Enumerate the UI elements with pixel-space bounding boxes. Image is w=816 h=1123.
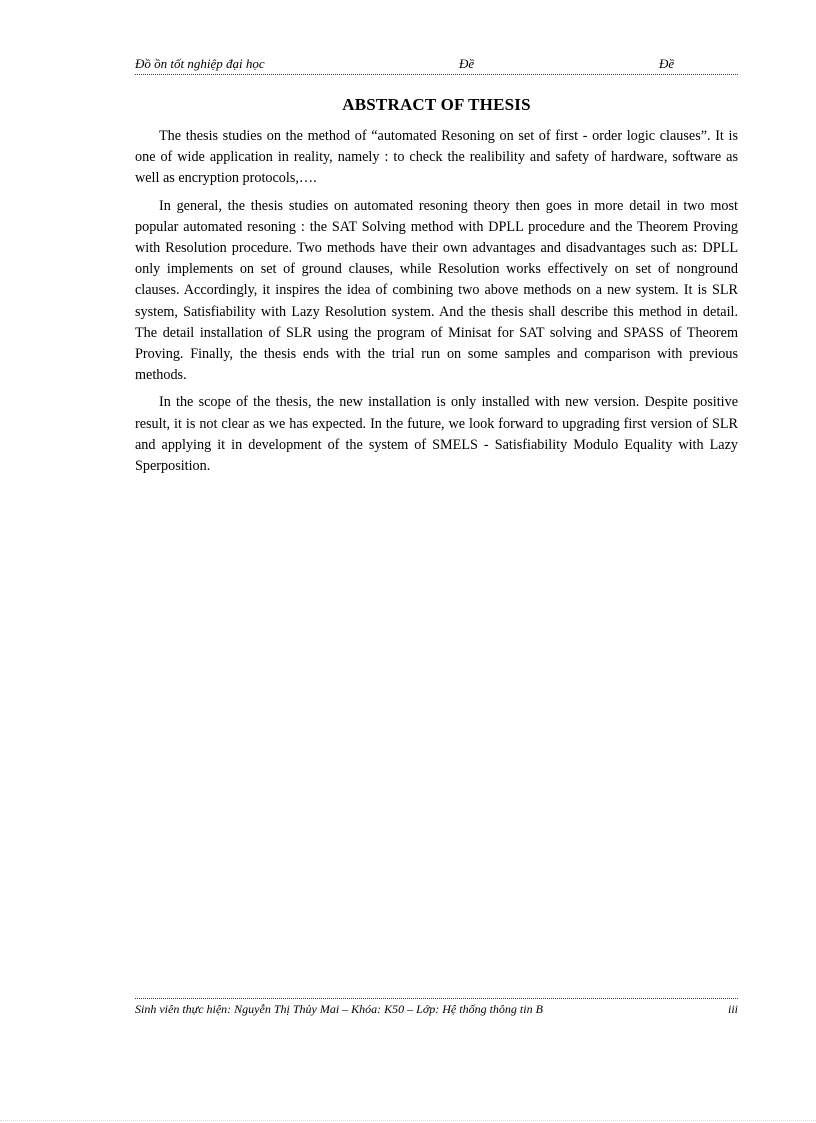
page-number: iii	[727, 1002, 738, 1016]
header-right-text: Đề	[659, 56, 675, 71]
header-divider	[135, 74, 738, 75]
footer-divider	[135, 998, 738, 999]
page-bottom-edge	[0, 1120, 816, 1121]
paragraph-2: In general, the thesis studies on automated resoning theory then goes in more detail in two most popular automated resoning : the SAT Solving method with DPLL procedure and the Theorem Proving with Resolution procedure. Two methods have their own advantages and disadvantages such as: DPLL only implements on set of ground clauses, while Resolution works effectively on set of nonground clauses. Accordingly, it inspires the idea of combining two above methods on a new system. It is SLR system, Satisfiability with Lazy Resolution system. And the thesis shall describe this method in detail. The detail installation of SLR using the program of Minisat for SAT solving and SPASS of Theorem Proving. Finally, the thesis ends with the trial run on some samples and comparison with previous methods.	[135, 197, 738, 384]
page-title: ABSTRACT OF THESIS	[342, 95, 531, 114]
paragraph-3: In the scope of the thesis, the new installation is only installed with new version. Despite positive result, it is not clear as we has expected. In the future, we look forward to upgrading first version of SLR and applying it in development of the system of SMELS - Satisfiability Modulo Equality with Lazy Sperposition.	[135, 394, 738, 475]
page-footer	[135, 1002, 738, 1020]
header-left-text: Đồ ồn tốt nghiệp đại học	[135, 56, 265, 71]
footer-author-text: Sinh viên thực hiện: Nguyễn Thị Thủy Mai – Khóa: K50 – Lớp: Hệ thống thông tin B	[135, 1002, 543, 1016]
page-header	[135, 56, 738, 74]
paragraph-1: The thesis studies on the method of “automated Resoning on set of first - order logic clauses”. It is one of wide application in reality, namely : to check the realibility and safety of hardware, software as well as encryption protocols,….	[135, 128, 738, 187]
header-middle-text: Đề	[459, 56, 475, 71]
abstract-body	[135, 126, 738, 483]
